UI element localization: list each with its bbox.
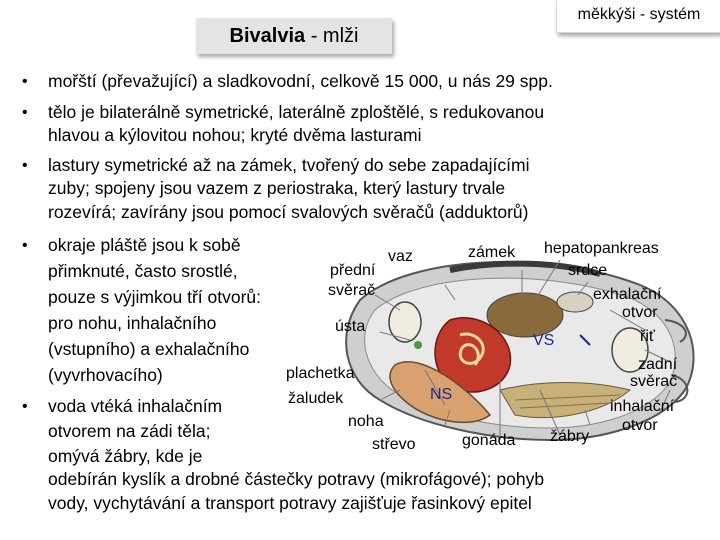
section-label: měkkýši - systém: [556, 0, 720, 33]
label-foot: noha: [348, 413, 384, 430]
label-intestine: střevo: [372, 436, 416, 453]
label-velum: plachetka: [286, 365, 355, 382]
bullet-5-line-1: voda vtéká inhalačním: [48, 396, 223, 416]
bullet-3-line-2: zuby; spojeny jsou vazem z periostraka, který lastury trvale: [48, 178, 506, 198]
label-adductor-anterior: svěrač: [328, 282, 376, 299]
label-pedal-ganglion: NS: [430, 386, 453, 403]
label-heart: srdce: [568, 262, 608, 279]
bullet-dot: •: [22, 73, 28, 90]
bullet-dot: •: [22, 237, 28, 254]
bullet-2-line-1: tělo je bilaterálně symetrické, laterálně zploštělé, s redukovanou: [48, 102, 545, 122]
cerebral-ganglion: [414, 341, 422, 349]
bullet-4-line-2: přimknuté, často srostlé,: [48, 261, 238, 281]
bullet-3-line-3: rozevírá; zavírány jsou pomocí svalových svěračů (adduktorů): [48, 202, 529, 222]
label-ligament: vaz: [388, 248, 413, 265]
bullet-dot: •: [22, 104, 28, 121]
bullet-4-line-3: pouze s výjimkou tří otvorů:: [48, 287, 261, 307]
bullet-5-line-2: otvorem na zádi těla;: [48, 421, 211, 441]
label-anus: řiť: [640, 328, 655, 345]
bullet-4-line-1: okraje pláště jsou k sobě: [48, 235, 241, 255]
label-exhalant-opening: otvor: [622, 304, 658, 321]
label-hinge: zámek: [468, 244, 516, 261]
label-hepatopancreas: hepatopankreas: [544, 240, 659, 257]
bivalve-anatomy-diagram: [286, 240, 720, 465]
bullet-1-line-1: mořští (převažující) a sladkovodní, celkově 15 000, u nás 29 spp.: [48, 71, 553, 91]
label-inhalant: inhalační: [610, 398, 675, 415]
label-posterior: zadní: [638, 356, 678, 373]
bullet-3-line-1: lastury symetrické až na zámek, tvořený do sebe zapadajícími: [48, 155, 530, 175]
label-exhalant: exhalační: [593, 286, 662, 303]
label-visceral-ganglion: VS: [533, 332, 555, 349]
bullet-dot: •: [22, 157, 28, 174]
hepatopancreas-organ: [487, 293, 563, 337]
label-adductor-posterior: svěrač: [630, 373, 678, 390]
title-rest: - mlži: [305, 25, 359, 47]
heart-organ: [557, 292, 593, 312]
label-gonad: gonáda: [462, 432, 516, 449]
label-gills: žábry: [550, 428, 590, 445]
label-inhalant-opening: otvor: [622, 417, 658, 434]
label-anterior: přední: [330, 262, 376, 279]
label-mouth: ústa: [335, 318, 366, 335]
bullet-2-line-2: hlavou a kýlovitou nohou; kryté dvěma lasturami: [48, 125, 422, 145]
bullet-dot: •: [22, 398, 28, 415]
slide-title: [196, 18, 392, 54]
bullet-4-line-6: (vyvrhovacího): [48, 365, 163, 385]
bullet-5-line-5: vody, vychytávání a transport potravy zajišťuje řasinkový epitel: [48, 493, 532, 513]
bullet-5-line-3: omývá žábry, kde je: [48, 446, 203, 466]
label-stomach: žaludek: [288, 390, 344, 407]
bullet-5-line-4: odebírán kyslík a drobné částečky potravy (mikrofágové); pohyb: [48, 469, 545, 489]
bullet-4-line-4: pro nohu, inhalačního: [48, 313, 217, 333]
bullet-4-line-5: (vstupního) a exhalačního: [48, 339, 250, 359]
title-main: Bivalvia: [229, 25, 306, 47]
